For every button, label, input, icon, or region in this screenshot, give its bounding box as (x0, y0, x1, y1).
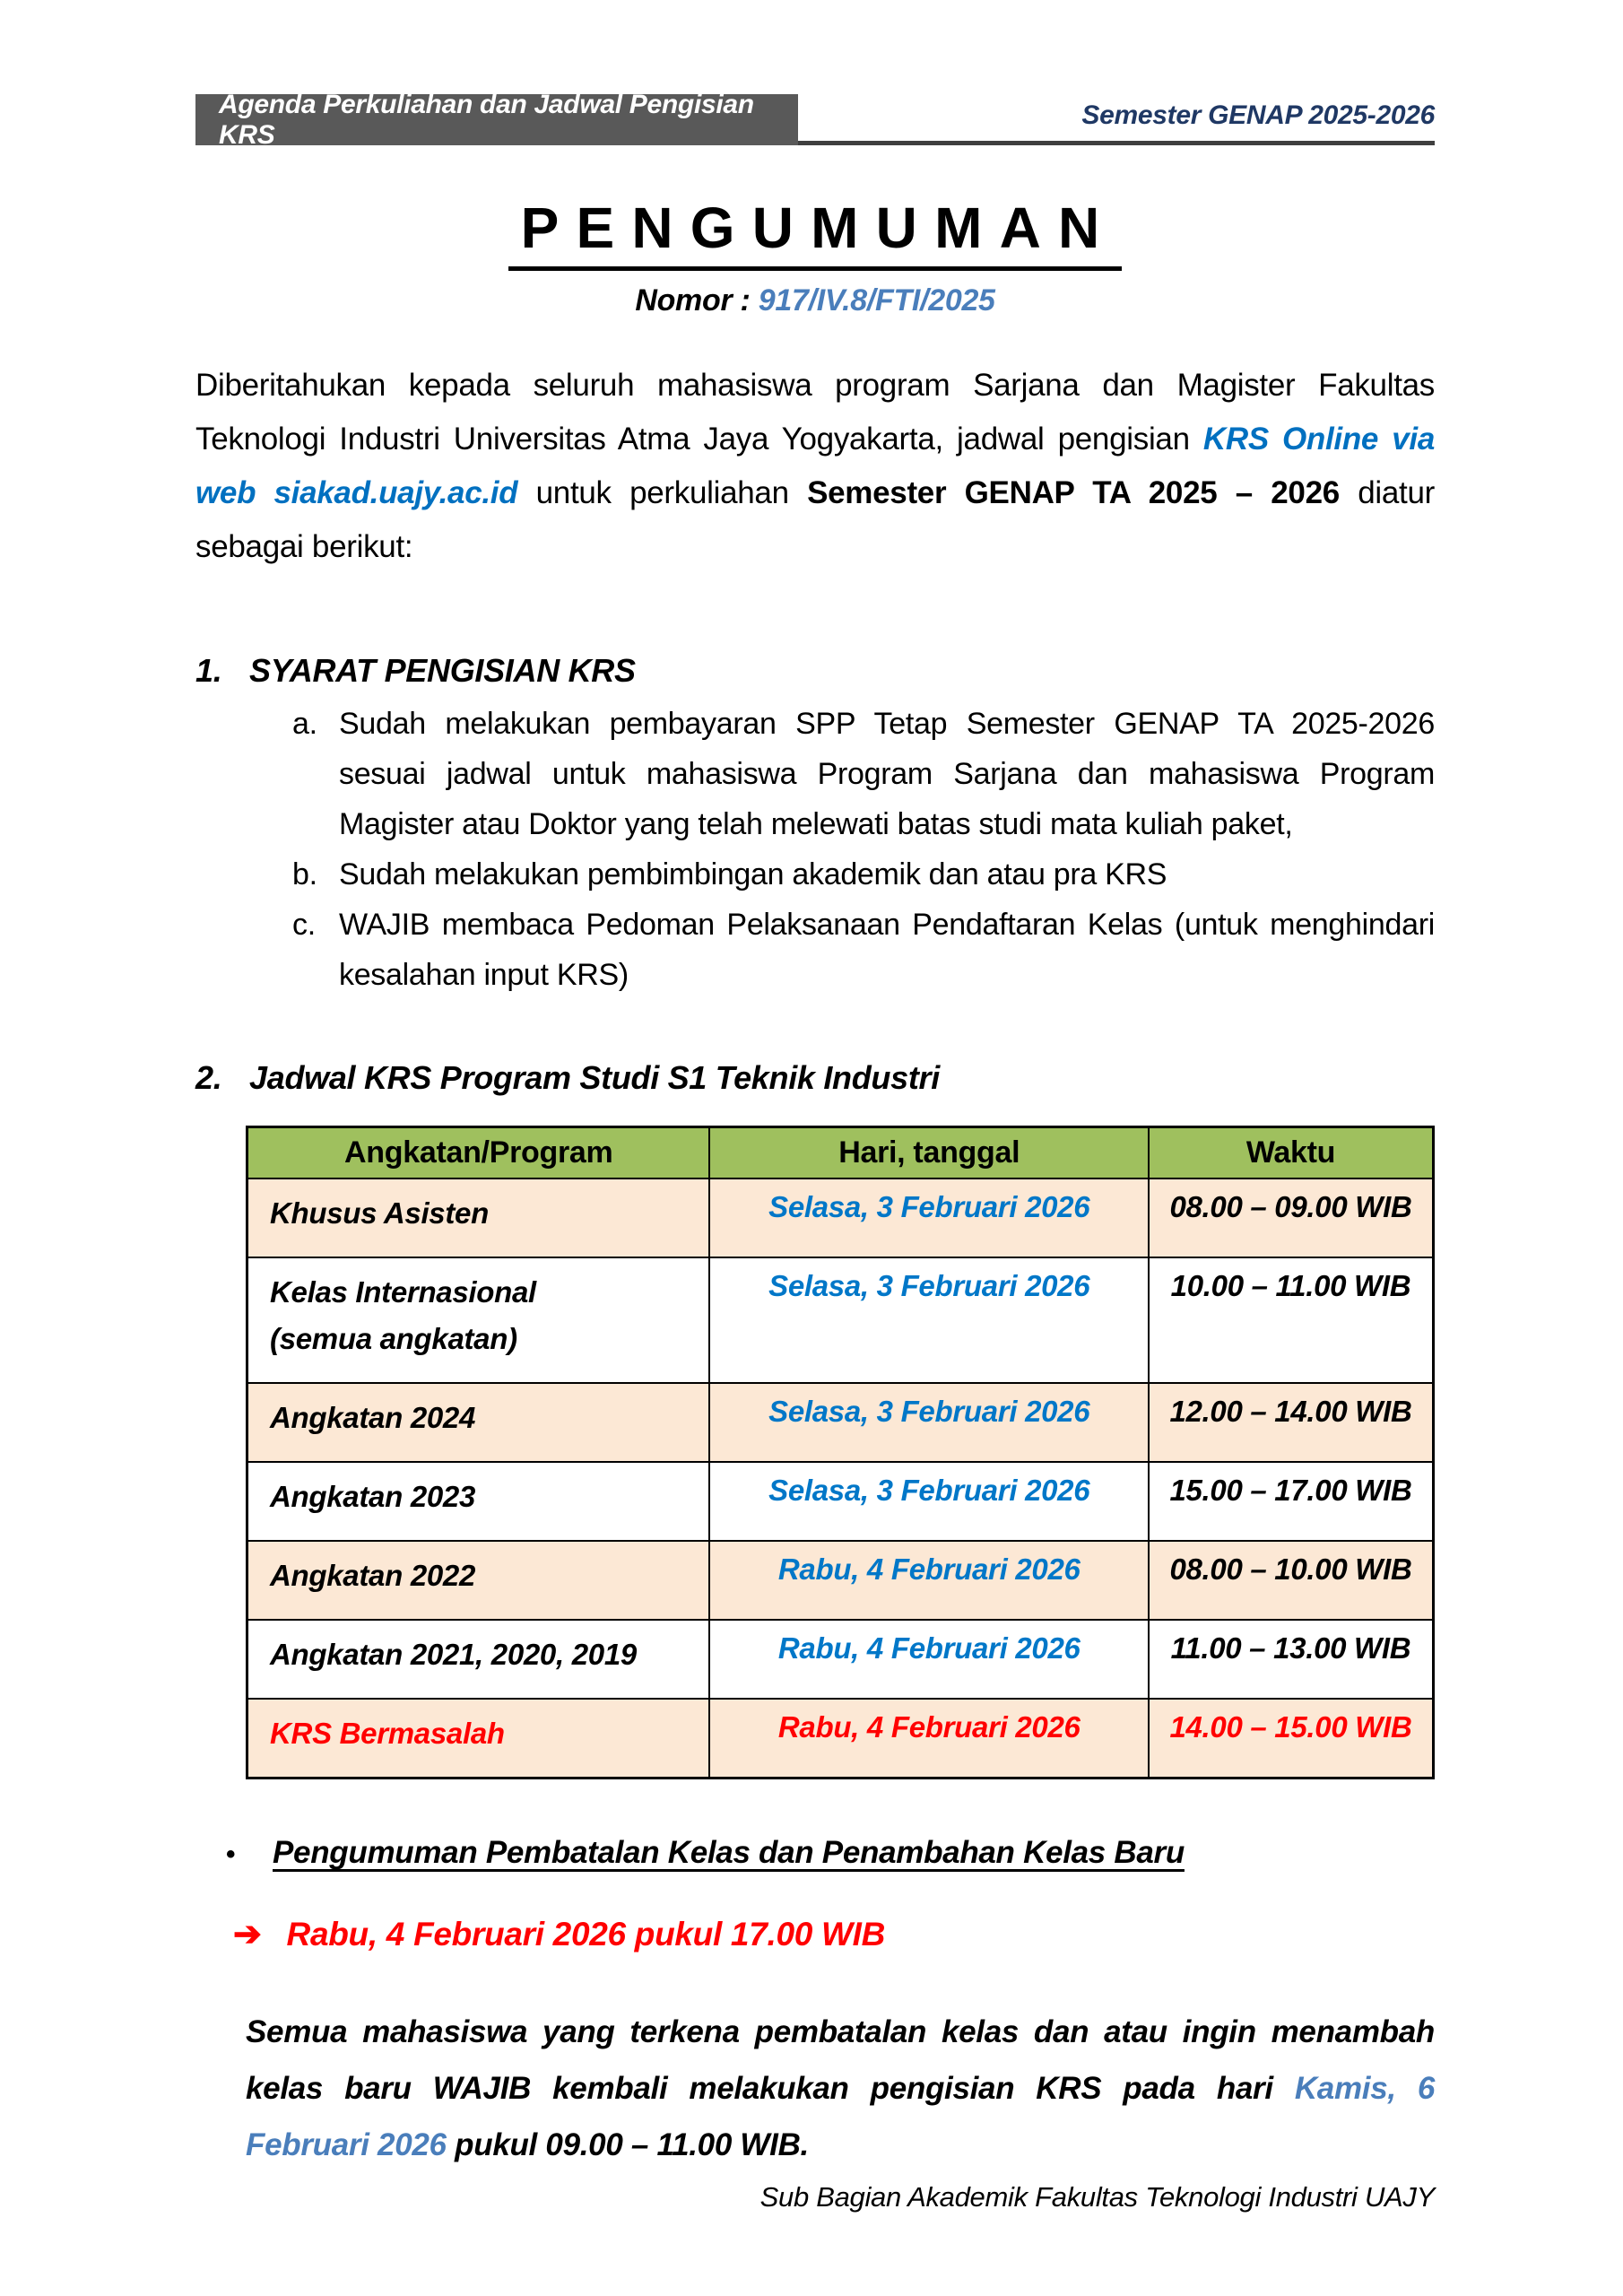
header-semester-label: Semester GENAP 2025-2026 (798, 94, 1435, 145)
section-1-number: 1. (195, 652, 222, 689)
bullet-icon: • (226, 1839, 236, 1869)
closing-paragraph (246, 2004, 1435, 2173)
intro-text-1: Diberitahukan kepada seluruh mahasiswa program Sarjana dan Magister Fakultas Teknologi Industri Universitas Atma Jaya Yogyakarta, jadwal pengisian (195, 368, 1435, 457)
time-cell: 08.00 – 09.00 WIB (1149, 1178, 1434, 1257)
table-row (247, 1257, 1434, 1383)
date-cell: Rabu, 4 Februari 2026 (709, 1699, 1149, 1779)
document-number (195, 283, 1435, 318)
date-cell: Selasa, 3 Februari 2026 (709, 1462, 1149, 1541)
time-cell: 10.00 – 11.00 WIB (1149, 1257, 1434, 1383)
list-item-label: a. (292, 707, 317, 741)
footer-signature: Sub Bagian Akademik Fakultas Teknologi Industri UAJY (759, 2181, 1435, 2213)
table-row (247, 1383, 1434, 1462)
list-item-label: c. (292, 908, 316, 942)
date-cell: Selasa, 3 Februari 2026 (709, 1178, 1149, 1257)
program-cell: Angkatan 2022 (247, 1541, 710, 1620)
closing-text-1: Semua mahasiswa yang terkena pembatalan kelas dan atau ingin menambah kelas baru WAJIB kembali melakukan pengisian KRS pada hari (246, 2014, 1435, 2106)
column-header-time: Waktu (1149, 1127, 1434, 1179)
program-cell: Khusus Asisten (247, 1178, 710, 1257)
section-2-title: Jadwal KRS Program Studi S1 Teknik Industri (249, 1059, 940, 1096)
date-cell: Selasa, 3 Februari 2026 (709, 1383, 1149, 1462)
time-cell: 14.00 – 15.00 WIB (1149, 1699, 1434, 1779)
program-line-1: Kelas Internasional (270, 1275, 536, 1309)
cancellation-datetime (233, 1914, 1435, 1954)
document-number-label: Nomor : (635, 283, 751, 317)
cancellation-datetime-text: Rabu, 4 Februari 2026 pukul 17.00 WIB (286, 1916, 886, 1952)
list-item-text: Sudah melakukan pembimbingan akademik dan atau pra KRS (339, 857, 1167, 891)
program-cell: Angkatan 2023 (247, 1462, 710, 1541)
list-item (292, 699, 1435, 849)
closing-date-highlight: Kamis, 6 Februari 2026 (246, 2071, 1435, 2162)
header-left-banner: Agenda Perkuliahan dan Jadwal Pengisian KRS (195, 94, 798, 145)
section-1-title: SYARAT PENGISIAN KRS (249, 652, 636, 689)
program-cell: Angkatan 2021, 2020, 2019 (247, 1620, 710, 1699)
table-row (247, 1541, 1434, 1620)
date-cell: Rabu, 4 Februari 2026 (709, 1541, 1149, 1620)
table-row (247, 1620, 1434, 1699)
arrow-icon: ➔ (233, 1916, 262, 1953)
list-item-text: WAJIB membaca Pedoman Pelaksanaan Pendaftaran Kelas (untuk menghindari kesalahan input KRS) (339, 908, 1435, 992)
program-cell: Angkatan 2024 (247, 1383, 710, 1462)
krs-schedule-table (246, 1126, 1435, 1779)
intro-paragraph (195, 359, 1435, 574)
list-item (292, 849, 1435, 900)
time-cell: 08.00 – 10.00 WIB (1149, 1541, 1434, 1620)
title-wrap (195, 195, 1435, 271)
closing-text-2: pukul 09.00 – 11.00 WIB. (446, 2127, 809, 2162)
table-header-row (247, 1127, 1434, 1179)
program-cell: KRS Bermasalah (247, 1699, 710, 1779)
document-number-value: 917/IV.8/FTI/2025 (758, 283, 995, 317)
page-title: PENGUMUMAN (508, 195, 1123, 271)
program-cell (247, 1257, 710, 1383)
intro-text-3: diatur sebagai berikut: (195, 475, 1436, 564)
cancellation-announcement (226, 1835, 1435, 1871)
semester-highlight: Semester GENAP TA 2025 – 2026 (807, 475, 1340, 510)
program-line-2: (semua angkatan) (270, 1322, 517, 1355)
krs-online-highlight: KRS Online via web siakad.uajy.ac.id (195, 422, 1435, 510)
time-cell: 15.00 – 17.00 WIB (1149, 1462, 1434, 1541)
section-2-heading (195, 1059, 1435, 1097)
cancellation-announcement-title: Pengumuman Pembatalan Kelas dan Penambahan Kelas Baru (273, 1835, 1185, 1870)
requirements-list (195, 699, 1435, 1000)
section-2-number: 2. (195, 1059, 222, 1096)
list-item-label: b. (292, 857, 317, 891)
table-row (247, 1178, 1434, 1257)
section-1-heading (195, 652, 1435, 690)
column-header-date: Hari, tanggal (709, 1127, 1149, 1179)
table-row-krs-bermasalah (247, 1699, 1434, 1779)
page-header (195, 89, 1435, 150)
table-row (247, 1462, 1434, 1541)
column-header-program: Angkatan/Program (247, 1127, 710, 1179)
time-cell: 11.00 – 13.00 WIB (1149, 1620, 1434, 1699)
intro-text-2: untuk perkuliahan (517, 475, 808, 510)
date-cell: Selasa, 3 Februari 2026 (709, 1257, 1149, 1383)
time-cell: 12.00 – 14.00 WIB (1149, 1383, 1434, 1462)
list-item (292, 900, 1435, 1000)
list-item-text: Sudah melakukan pembayaran SPP Tetap Semester GENAP TA 2025-2026 sesuai jadwal untuk mahasiswa Program Sarjana dan mahasiswa Program Magister atau Doktor yang telah melewati batas studi mata kuliah paket, (339, 707, 1435, 841)
date-cell: Rabu, 4 Februari 2026 (709, 1620, 1149, 1699)
